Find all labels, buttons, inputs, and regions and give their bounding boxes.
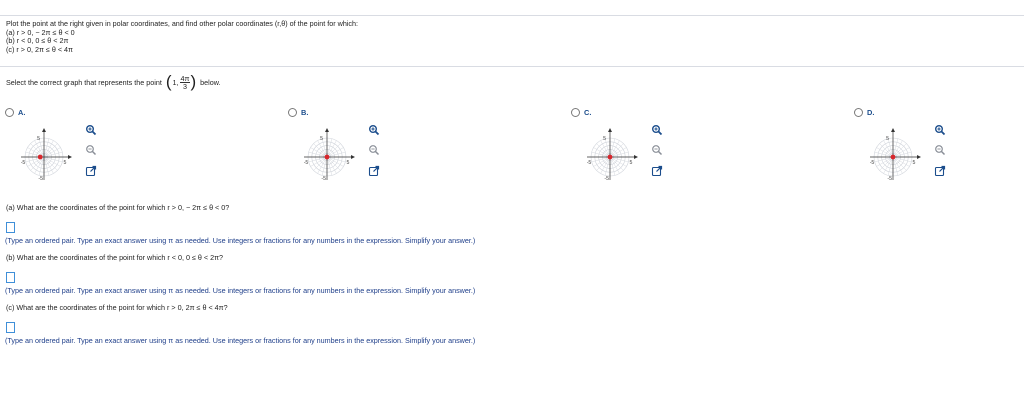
mid-divider xyxy=(0,66,1024,67)
option-c-radio[interactable] xyxy=(571,108,580,117)
answer-c-input[interactable] xyxy=(6,322,15,333)
tick-label-x-neg: -5 xyxy=(303,160,309,166)
option-b[interactable] xyxy=(288,108,308,117)
y-axis-arrow xyxy=(608,128,612,132)
polar-graph-a xyxy=(20,118,90,184)
zoom-out-icon[interactable] xyxy=(368,144,380,156)
zoom-out-icon[interactable] xyxy=(651,144,663,156)
option-a[interactable] xyxy=(5,108,25,117)
tick-label-x-neg: -5 xyxy=(20,160,26,166)
select-after: below. xyxy=(200,77,221,87)
tick-label-y-neg: -5 xyxy=(321,176,326,182)
tick-label-x-pos: 5 xyxy=(629,160,633,166)
right-paren: ) xyxy=(190,72,197,91)
tick-label-x-neg: -5 xyxy=(586,160,592,166)
y-axis-arrow xyxy=(891,128,895,132)
zoom-out-icon[interactable] xyxy=(934,144,946,156)
tick-label-y-pos: 5 xyxy=(37,136,40,142)
plotted-point xyxy=(325,155,330,160)
question-b: (b) What are the coordinates of the point for which r < 0, 0 ≤ θ < 2π? xyxy=(6,253,224,262)
zoom-in-icon[interactable] xyxy=(85,124,97,136)
condition-c: (c) r > 0, 2π ≤ θ < 4π xyxy=(6,44,73,54)
option-d-label: D. xyxy=(867,108,875,117)
plotted-point xyxy=(608,155,613,160)
condition-b: (b) r < 0, 0 ≤ θ < 2π xyxy=(6,36,69,46)
option-d-radio[interactable] xyxy=(854,108,863,117)
external-link-icon[interactable] xyxy=(85,165,97,177)
select-instruction xyxy=(6,74,221,90)
top-divider xyxy=(0,15,1024,16)
tick-label-y-neg: -5 xyxy=(38,176,43,182)
point-r: 1, xyxy=(172,77,179,87)
problem-main: Plot the point at the right given in polar coordinates, and find other polar coordinates (r,θ) of the point for which: xyxy=(6,19,358,28)
tick-label-x-pos: 5 xyxy=(912,160,916,166)
problem-statement xyxy=(6,20,358,54)
answer-b-input[interactable] xyxy=(6,272,15,283)
tick-label-x-neg: -5 xyxy=(869,160,875,166)
question-a: (a) What are the coordinates of the point for which r > 0, − 2π ≤ θ < 0? xyxy=(6,203,230,212)
x-axis-arrow xyxy=(634,155,638,159)
option-c[interactable] xyxy=(571,108,591,117)
y-axis-arrow xyxy=(325,128,329,132)
answer-a-input[interactable] xyxy=(6,222,15,233)
fraction-numerator: 4π xyxy=(180,73,190,83)
polar-graph-b xyxy=(303,118,373,184)
tick-label-x-pos: 5 xyxy=(63,160,67,166)
hint-b: (Type an ordered pair. Type an exact answer using π as needed. Use integers or fractions for any numbers in the expression. Simplify your answer.) xyxy=(5,286,476,295)
polar-graph-d xyxy=(869,118,939,184)
hint-c: (Type an ordered pair. Type an exact answer using π as needed. Use integers or fractions for any numbers in the expression. Simplify your answer.) xyxy=(5,336,476,345)
plotted-point xyxy=(891,155,896,160)
fraction-denominator: 3 xyxy=(182,81,187,91)
x-axis-arrow xyxy=(68,155,72,159)
tick-label-y-pos: 5 xyxy=(886,136,889,142)
condition-a: (a) r > 0, − 2π ≤ θ < 0 xyxy=(6,27,75,37)
zoom-in-icon[interactable] xyxy=(934,124,946,136)
tick-label-y-pos: 5 xyxy=(603,136,606,142)
left-paren: ( xyxy=(165,72,172,91)
plotted-point xyxy=(38,155,43,160)
option-d[interactable] xyxy=(854,108,874,117)
option-c-label: C. xyxy=(584,108,592,117)
tick-label-y-neg: -5 xyxy=(604,176,609,182)
tick-label-y-neg: -5 xyxy=(887,176,892,182)
hint-a: (Type an ordered pair. Type an exact answer using π as needed. Use integers or fractions for any numbers in the expression. Simplify your answer.) xyxy=(5,236,476,245)
zoom-in-icon[interactable] xyxy=(368,124,380,136)
question-c: (c) What are the coordinates of the point for which r > 0, 2π ≤ θ < 4π? xyxy=(6,303,228,312)
select-text: Select the correct graph that represents the point xyxy=(6,77,162,87)
zoom-out-icon[interactable] xyxy=(85,144,97,156)
option-b-label: B. xyxy=(301,108,309,117)
x-axis-arrow xyxy=(917,155,921,159)
option-a-label: A. xyxy=(18,108,26,117)
y-axis-arrow xyxy=(42,128,46,132)
tick-label-y-pos: 5 xyxy=(320,136,323,142)
polar-graph-c xyxy=(586,118,656,184)
x-axis-arrow xyxy=(351,155,355,159)
option-b-radio[interactable] xyxy=(288,108,297,117)
external-link-icon[interactable] xyxy=(934,165,946,177)
external-link-icon[interactable] xyxy=(651,165,663,177)
external-link-icon[interactable] xyxy=(368,165,380,177)
point-theta-fraction xyxy=(180,75,191,90)
zoom-in-icon[interactable] xyxy=(651,124,663,136)
tick-label-x-pos: 5 xyxy=(346,160,350,166)
option-a-radio[interactable] xyxy=(5,108,14,117)
